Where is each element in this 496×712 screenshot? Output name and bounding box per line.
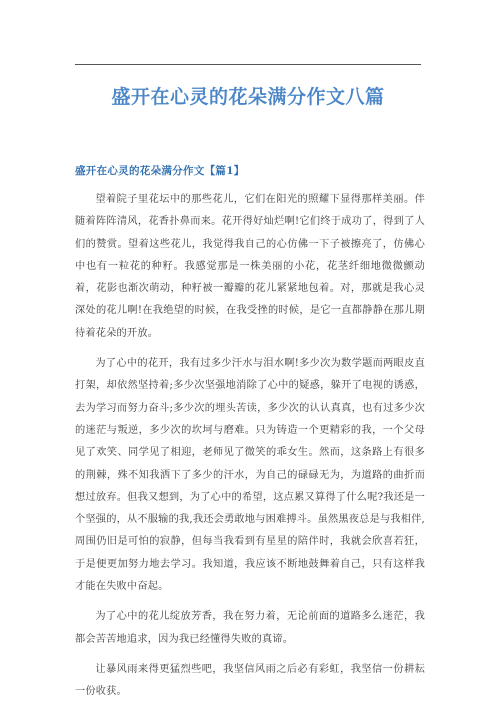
- paragraph: 为了心中的花儿绽放芳香，我在努力着，无论前面的道路多么迷茫，我都会苦苦地追求，因为我已经懂得失败的真谛。: [75, 611, 425, 645]
- section-heading: 盛开在心灵的花朵满分作文【篇1】: [75, 165, 245, 177]
- article-body: [75, 189, 425, 712]
- document-title: 盛开在心灵的花朵满分作文八篇: [111, 86, 385, 108]
- header-rule: [75, 64, 421, 65]
- paragraph: 让暴风雨来得更猛烈些吧，我坚信风雨之后必有彩虹，我坚信一份耕耘一份收获。: [75, 663, 425, 698]
- paragraph: 望着院子里花坛中的那些花儿，它们在阳光的照耀下显得那样美丽。伴随着阵阵清风，花香扑鼻而来。花开得好灿烂啊!它们终于成功了，得到了人们的赞赏。望着这些花儿，我觉得我自己的心仿佛一下子被擦亮了，仿佛心中也有一粒花的种籽。我感觉那是一株美丽的小花，花茎纤细地微微颤动着，花影也渐次萌动，种籽被一瓣瓣的花儿紧紧地包着。对，那就是我心灵深处的花儿啊!在我绝望的时候，在我受挫的时候，是它一直都静静在那儿期待着花朵的开放。: [75, 194, 425, 339]
- paragraph: 为了心中的花开，我有过多少汗水与泪水啊!多少次为数学题而两眼皮直打架，却依然坚持着;多少次坚强地消除了心中的疑惑，躲开了电视的诱惑，去为学习而努力奋斗;多少次的埋头苦读，多少次的认认真真，也有过多少次的迷茫与叛逆，多少次的坎坷与磨难。只为铸造一个更精彩的我，一个父母见了欢笑、同学见了相迎，老师见了微笑的乖女生。然而，这条路上有很多的荆棘，殊不知我洒下了多少的汗水，为自己的碌碌无为，为道路的曲折而想过放弃。但我又想到，为了心中的希望，这点累又算得了什么呢?我还是一个坚强的，从不服输的我,我还会勇敢地与困难搏斗。虽然黑夜总是与我相伴,周围仍旧是可怕的寂静，但每当我看到有星星的陪伴时，我就会欣喜若狂，于是便更加努力地去学习。我知道，我应该不断地鼓舞着自己，只有这样我才能在失败中奋起。: [75, 358, 425, 593]
